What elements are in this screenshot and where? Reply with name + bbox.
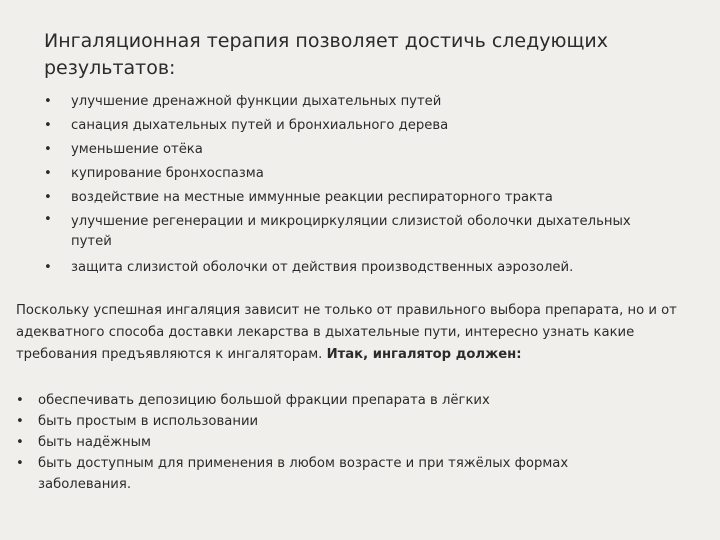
results-list-item: • воздействие на местные иммунные реакции респираторного тракта	[44, 186, 674, 210]
requirements-list	[16, 390, 656, 495]
results-list-item: • уменьшение отёка	[44, 138, 674, 162]
results-list-item: • санация дыхательных путей и бронхиального дерева	[44, 114, 674, 138]
body-paragraph	[16, 300, 706, 366]
requirements-list-item: • быть простым в использовании	[16, 411, 656, 432]
results-list-item: • улучшение регенерации и микроциркуляции слизистой оболочки дыхательных путей	[44, 210, 674, 256]
requirements-list-item: • обеспечивать депозицию большой фракции препарата в лёгких	[16, 390, 656, 411]
results-list-item: • купирование бронхоспазма	[44, 162, 674, 186]
paragraph-emphasis: Итак, ингалятор должен:	[326, 347, 522, 362]
requirements-list-item: • быть доступным для применения в любом возрасте и при тяжёлых формах заболевания.	[16, 453, 656, 495]
slide-heading: Ингаляционная терапия позволяет достичь следующих результатов:	[44, 30, 608, 79]
results-list-item: • защита слизистой оболочки от действия производственных аэрозолей.	[44, 256, 674, 280]
paragraph-text: Поскольку успешная ингаляция зависит не только от правильного выбора препарата, но и от адекватного способа доставки лекарства в дыхательные пути, интересно узнать какие требования предъявляются к ингаляторам.	[16, 303, 677, 362]
results-list	[44, 90, 674, 280]
requirements-list-item: • быть надёжным	[16, 432, 656, 453]
results-list-item: • улучшение дренажной функции дыхательных путей	[44, 90, 674, 114]
